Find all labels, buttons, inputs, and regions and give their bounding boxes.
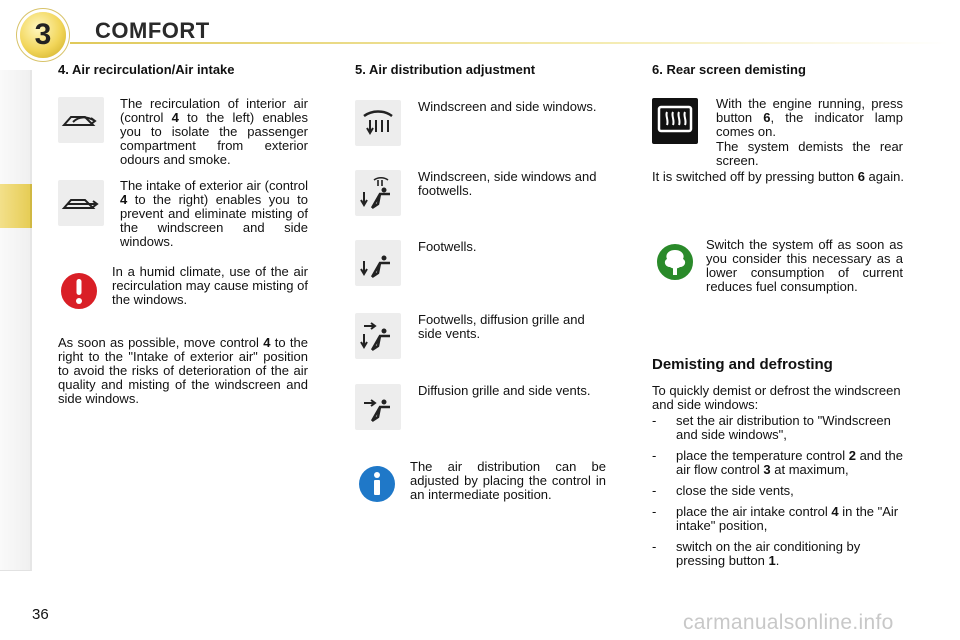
chapter-tab-2[interactable] bbox=[0, 108, 32, 147]
footwell-vents-icon bbox=[355, 313, 401, 359]
page-number: 36 bbox=[32, 606, 49, 623]
info-icon bbox=[358, 465, 396, 503]
humid-climate-warning: In a humid climate, use of the air recirculation may cause misting of the windows. bbox=[112, 264, 308, 307]
demisting-step-5: - switch on the air conditioning by pressing button 1. bbox=[652, 539, 861, 568]
chapter-title: COMFORT bbox=[95, 18, 210, 43]
rear-screen-demist-icon bbox=[652, 98, 698, 144]
section-heading-rear-demisting: 6. Rear screen demisting bbox=[652, 62, 806, 77]
move-control-note: As soon as possible, move control 4 to the right to the "Intake of exterior air" position to avoid the risks of deterioration of the air quality and misting of the windscreen and side windows. bbox=[58, 335, 308, 406]
chapter-tab-10[interactable] bbox=[0, 418, 32, 457]
demisting-steps bbox=[652, 414, 908, 568]
recirculation-icon bbox=[58, 97, 104, 143]
chapter-number: 3 bbox=[34, 18, 52, 51]
chapter-tab-6[interactable] bbox=[0, 266, 32, 305]
windscreen-distribution-icon bbox=[355, 100, 401, 146]
demisting-step-4: - place the air intake control 4 in the "Air intake" position, bbox=[652, 504, 899, 533]
watermark: carmanualsonline.info bbox=[683, 611, 894, 634]
chapter-tabs bbox=[0, 70, 32, 580]
recirculation-description: The recirculation of interior air (control 4 to the left) enables you to isolate the passenger compartment from exterior odours and smoke. bbox=[120, 96, 308, 167]
chapter-tab-11[interactable] bbox=[0, 456, 32, 495]
eco-tree-icon bbox=[654, 241, 696, 283]
section-heading-recirculation: 4. Air recirculation/Air intake bbox=[58, 62, 235, 77]
demisting-intro: To quickly demist or defrost the windscreen and side windows: bbox=[652, 383, 901, 412]
section-heading-distribution: 5. Air distribution adjustment bbox=[355, 62, 536, 77]
distribution-label-3: Footwells. bbox=[418, 239, 477, 254]
eco-consumption-note: Switch the system off as soon as you consider this necessary as a lower consumption of current reduces fuel consumption. bbox=[706, 237, 903, 294]
demisting-section-title: Demisting and defrosting bbox=[652, 356, 833, 373]
chapter-tab-13[interactable] bbox=[0, 532, 32, 571]
chapter-badge bbox=[20, 12, 66, 58]
vents-distribution-icon bbox=[355, 384, 401, 430]
rear-demist-effect: The system demists the rear screen. bbox=[716, 139, 903, 168]
rear-demist-instruction: With the engine running, press button 6, the indicator lamp comes on. bbox=[716, 96, 903, 139]
footwell-distribution-icon bbox=[355, 240, 401, 286]
windscreen-footwell-icon bbox=[355, 170, 401, 216]
chapter-tab-9[interactable] bbox=[0, 380, 32, 419]
demisting-step-2: - place the temperature control 2 and the air flow control 3 at maximum, bbox=[652, 448, 903, 477]
warning-icon bbox=[58, 270, 100, 312]
demisting-step-1: - set the air distribution to "Windscreen and side windows", bbox=[652, 413, 891, 442]
distribution-label-2: Windscreen, side windows and footwells. bbox=[418, 169, 597, 198]
air-intake-icon bbox=[58, 180, 104, 226]
chapter-tab-5[interactable] bbox=[0, 228, 32, 267]
distribution-label-5: Diffusion grille and side vents. bbox=[418, 383, 591, 398]
chapter-tab-3[interactable] bbox=[0, 146, 32, 185]
chapter-tab-7[interactable] bbox=[0, 304, 32, 343]
chapter-tab-8[interactable] bbox=[0, 342, 32, 381]
distribution-label-1: Windscreen and side windows. bbox=[418, 99, 597, 114]
rear-demist-switch-off: It is switched off by pressing button 6 again. bbox=[652, 169, 904, 184]
distribution-info-note: The air distribution can be adjusted by placing the control in an intermediate position. bbox=[410, 459, 606, 502]
distribution-label-4: Footwells, diffusion grille and side vents. bbox=[418, 312, 585, 341]
chapter-tab-12[interactable] bbox=[0, 494, 32, 533]
chapter-tab-1[interactable] bbox=[0, 70, 32, 109]
air-intake-description: The intake of exterior air (control 4 to the right) enables you to prevent and eliminate misting of the windscreen and side windows. bbox=[120, 178, 308, 249]
demisting-step-3: - close the side vents, bbox=[652, 483, 794, 498]
chapter-tab-active[interactable] bbox=[0, 184, 32, 229]
